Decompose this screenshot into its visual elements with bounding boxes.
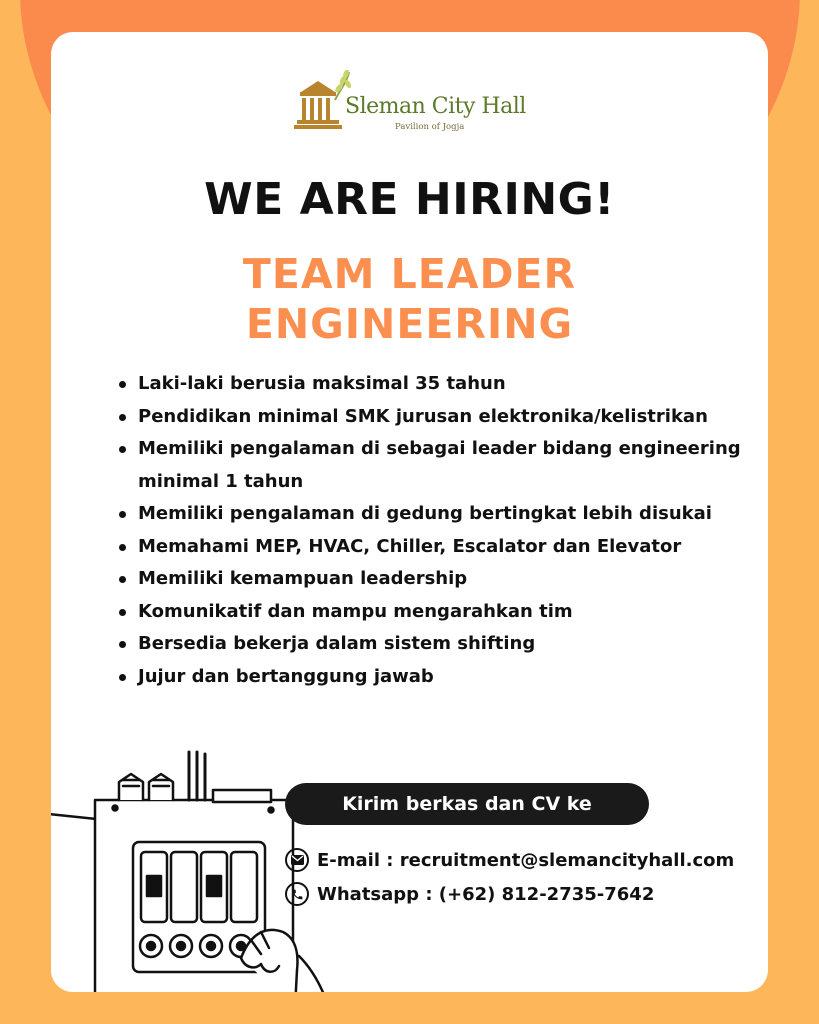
requirement-item: Memiliki pengalaman di sebagai leader bidang engineering minimal 1 tahun: [117, 433, 747, 498]
email-contact[interactable]: [285, 847, 734, 873]
requirement-item: Bersedia bekerja dalam sistem shifting: [117, 628, 747, 661]
hiring-heading: WE ARE HIRING!: [204, 174, 615, 225]
requirement-item: Memiliki pengalaman di gedung bertingkat lebih disukai: [117, 498, 747, 531]
position-title-line1: TEAM LEADER: [242, 250, 577, 298]
logo-tagline: Pavilion of Jogja: [395, 122, 465, 132]
email-text: E-mail : recruitment@slemancityhall.com: [317, 849, 735, 871]
envelope-icon: [285, 848, 309, 872]
position-title-line2: ENGINEERING: [245, 300, 574, 348]
requirement-item: Pendidikan minimal SMK jurusan elektronika/kelistrikan: [117, 401, 747, 434]
send-cv-banner: Kirim berkas dan CV ke: [285, 783, 649, 825]
logo-name: Sleman City Hall: [345, 94, 526, 119]
building-columns-icon: [291, 70, 351, 140]
requirement-item: Laki-laki berusia maksimal 35 tahun: [117, 368, 747, 401]
sleman-city-hall-logo: [291, 70, 551, 140]
requirement-item: Memahami MEP, HVAC, Chiller, Escalator dan Elevator: [117, 531, 747, 564]
requirement-item: Jujur dan bertanggung jawab: [117, 661, 747, 694]
phone-icon: [285, 882, 309, 906]
requirements-list: [117, 368, 747, 693]
requirement-item: Komunikatif dan mampu mengarahkan tim: [117, 596, 747, 629]
whatsapp-contact[interactable]: [285, 881, 654, 907]
requirement-item: Memiliki kemampuan leadership: [117, 563, 747, 596]
whatsapp-text: Whatsapp : (+62) 812-2735-7642: [317, 883, 655, 905]
poster-card: [51, 32, 768, 992]
